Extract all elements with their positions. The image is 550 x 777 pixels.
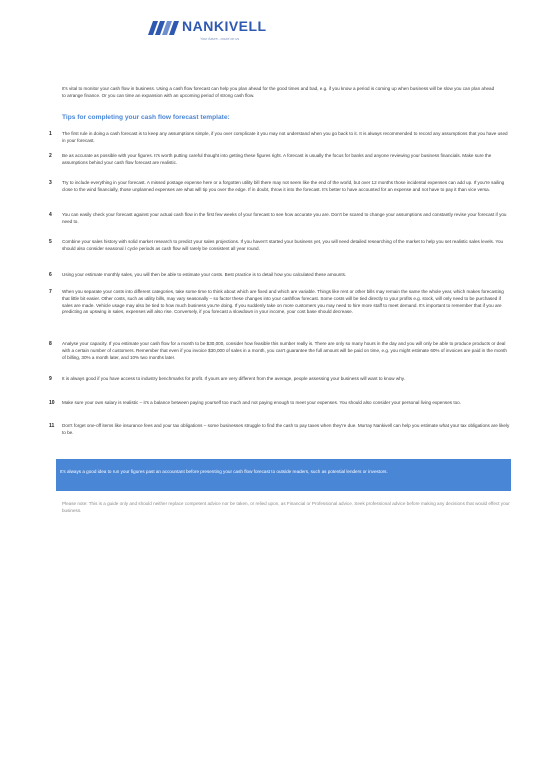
- tip-number: 1: [49, 131, 52, 137]
- tip-text: You can easily check your forecast against your actual cash flow in the first few weeks of your forecast to see how accurate you are. Don't be scared to change your assumptions and constantly revise your forecast if you need to.: [62, 212, 507, 224]
- logo-tagline: Your future...count on us: [200, 37, 240, 41]
- tip-text: Try to include everything in your forecast. A missed postage expense here or a forgotten utility bill there may not seem like the end of the world, but over 12 months those incidental expenses can add up. If you're sailing close to the wind financially, those unplanned expenses are what will tip you over the edge. If in doubt, throw it into the forecast. It's better to have accounted for an expense and not have to pay it than vice versa.: [62, 180, 505, 192]
- tip-number: 11: [49, 423, 55, 429]
- tip-text: Don't forget one-off items like insurance fees and your tax obligations – some businesses struggle to find the cash to pay taxes when they're due. Murray Nankivell can help you estimate what your tax obligations are likely to be.: [62, 423, 510, 435]
- tip-number: 5: [49, 239, 52, 245]
- tip-text: Make sure your own salary is realistic – it's a balance between paying yourself too much and not paying enough to meet your expenses. You should also consider your personal living expenses too.: [62, 400, 461, 405]
- tip-number: 8: [49, 341, 52, 347]
- tip-number: 6: [49, 272, 52, 278]
- company-logo: [148, 18, 278, 52]
- tip-text: The first rule in doing a cash forecast is to keep any assumptions simple, if you over complicate it you may not understand when you go back to it. It is always recommended to record any assumptions that you have used in your forecast.: [62, 131, 508, 143]
- tip-text: It is always good if you have access to industry benchmarks for profit. If yours are very different from the average, people assessing your business will want to know why.: [62, 376, 405, 381]
- callout-text: It's always a good idea to run your figures past an accountant before presenting your cash flow forecast to outside readers, such as potential lenders or investors.: [60, 469, 388, 474]
- tip-number: 9: [49, 376, 52, 382]
- accountant-callout-box: [56, 459, 511, 491]
- tip-number: 10: [49, 400, 55, 406]
- tip-text: When you separate your costs into different categories, take some time to think about which are fixed and which are variable. Things like rent or other bills may remain the same the whole year, which makes forecasting that little bit easier. Other costs, such as utility bills, may vary seasonally – so factor these changes into your cashflow forecast. Some costs will be tied directly to your profits e.g. stock, will only need to be purchased if sales are made. Vehicle usage may also be tied to how much business you're doing. If you suddenly take on more customers you may need to hire more staff to meet demand. It's important to remember that if you are predicting an upswing in sales, expenses will also rise. Conversely, if you forecast a slowdown in your income, your cost base should decrease.: [62, 289, 504, 315]
- disclaimer-note: Please note: This is a guide only and should neither replace competent advice nor be taken, or relied upon, as Financial or Professional advice. Seek professional advice before making any decisions that would effect your business.: [62, 501, 510, 513]
- logo-wordmark: NANKIVELL: [182, 18, 267, 34]
- logo-mark-icon: [148, 21, 180, 35]
- tip-text: Using your estimate monthly sales, you will then be able to estimate your costs. Best practice is to detail how you calculated these amounts.: [62, 272, 347, 277]
- tips-heading: Tips for completing your cash flow forecast template:: [62, 114, 230, 121]
- tip-number: 4: [49, 212, 52, 218]
- tip-number: 3: [49, 180, 52, 186]
- tip-text: Combine your sales history with solid market research to predict your sales projections. If you haven't started your business yet, you will need detailed researching of the market to help you set realistic sales levels. You should also consider seasonal / cycle periods as cash flow will rarely be consistent all year round.: [62, 239, 504, 251]
- tip-number: 2: [49, 153, 52, 159]
- tip-number: 7: [49, 289, 52, 295]
- tip-text: Analyse your capacity. If you estimate your cash flow for a month to be $30,000, consider how feasible this number really is. There are only so many hours in the day and you will only be able to produce products or deal with a certain number of customers. Remember that even if you invoice $30,000 of sales in a month, you can't guarantee the full amount will be paid on time, e.g. you might estimate 60% of invoices are paid in the month of billing, 30% a month later, and 10% two months later.: [62, 341, 507, 360]
- tip-text: Be as accurate as possible with your figures. It's worth putting careful thought into getting these figures right. A forecast is usually the focus for banks and anyone reviewing your business financials. Make sure the assumptions behind your cash flow forecast are realistic.: [62, 153, 492, 165]
- intro-paragraph: It's vital to monitor your cash flow in business. Using a cash flow forecast can help you plan ahead for the good times and bad, e.g. if you know a period is coming up when business will be slow you can plan ahead to arrange finance. Or you can time an expansion with an upcoming period of strong cash flow.: [62, 86, 495, 98]
